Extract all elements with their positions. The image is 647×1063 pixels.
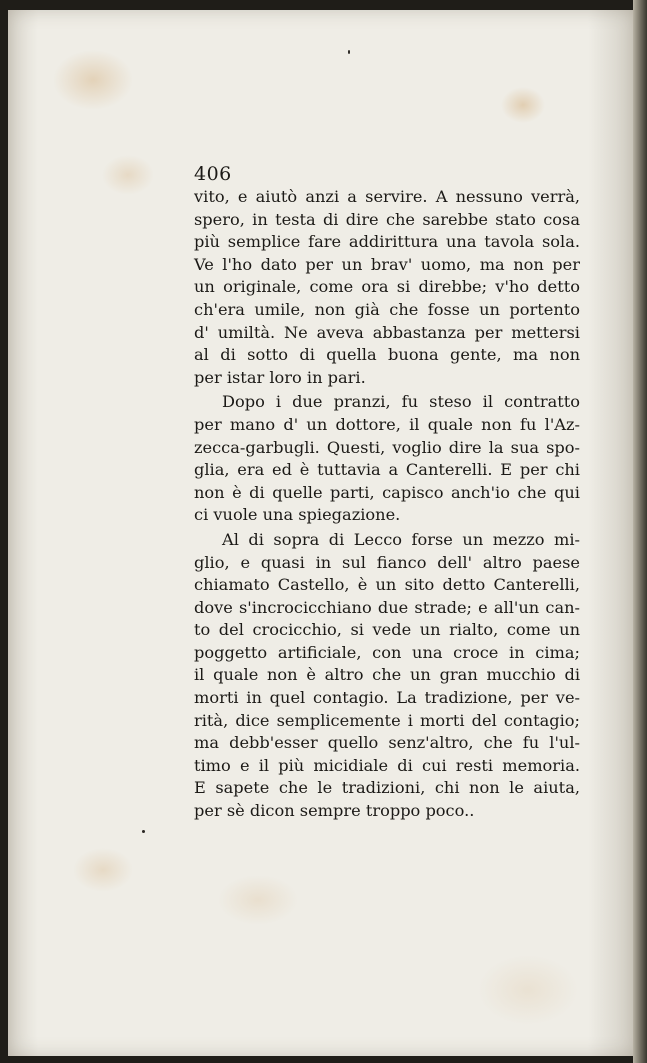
text-line: glio, e quasi in sul fianco dell' altro paese (194, 552, 580, 572)
text-line: E sapete che le tradizioni, chi non le aiuta, (194, 778, 580, 798)
text-block (194, 162, 580, 823)
text-line: ci vuole una spiegazione. (194, 505, 401, 525)
text-line: poggetto artificiale, con una croce in cima; (194, 642, 580, 662)
text-line: to del crocicchio, si vede un rialto, come un (194, 620, 580, 640)
text-line: un originale, come ora si direbbe; v'ho detto (194, 277, 580, 297)
text-line: Al di sopra di Lecco forse un mezzo mi- (222, 529, 580, 549)
text-line: glia, era ed è tuttavia a Canterelli. E per chi (194, 460, 580, 480)
text-line: d' umiltà. Ne aveva abbastanza per mettersi (194, 322, 580, 342)
book-page (8, 10, 636, 1056)
paragraph-3 (194, 529, 580, 823)
text-line: zecca-garbugli. Questi, voglio dire la sua spo- (194, 437, 580, 457)
paragraph-1 (194, 186, 580, 389)
text-line: vito, e aiutò anzi a servire. A nessuno verrà, (194, 187, 580, 206)
paragraph-2 (194, 391, 580, 527)
text-line: rità, dice semplicemente i morti del contagio; (194, 710, 580, 730)
text-line: per istar loro in pari. (194, 367, 366, 387)
text-line: non è di quelle parti, capisco anch'io che qui (194, 482, 580, 502)
text-line: ch'era umile, non già che fosse un portento (194, 299, 580, 319)
text-line: Dopo i due pranzi, fu steso il contratto (222, 392, 580, 412)
text-line: morti in quel contagio. La tradizione, per ve- (194, 688, 580, 708)
text-line: timo e il più micidiale di cui resti memoria. (194, 755, 580, 775)
text-line: chiamato Castello, è un sito detto Canterelli, (194, 575, 580, 595)
text-line: per sè dicon sempre troppo poco.. (194, 801, 475, 821)
ink-speck (348, 50, 350, 54)
text-line: dove s'incrocicchiano due strade; e all'un can- (194, 597, 580, 617)
text-line: più semplice fare addirittura una tavola sola. (194, 232, 580, 252)
text-line: il quale non è altro che un gran mucchio di (194, 665, 580, 685)
page-number: 406 (194, 163, 232, 185)
text-line: Ve l'ho dato per un brav' uomo, ma non per (194, 254, 580, 274)
text-line: al di sotto di quella buona gente, ma non (194, 345, 580, 365)
text-line: spero, in testa di dire che sarebbe stato cosa (194, 209, 580, 229)
text-line: ma debb'esser quello senz'altro, che fu l'ul- (194, 733, 580, 753)
ink-speck (142, 830, 145, 833)
text-line: per mano d' un dottore, il quale non fu l'Az- (194, 414, 580, 434)
book-spine-edge (633, 0, 647, 1063)
